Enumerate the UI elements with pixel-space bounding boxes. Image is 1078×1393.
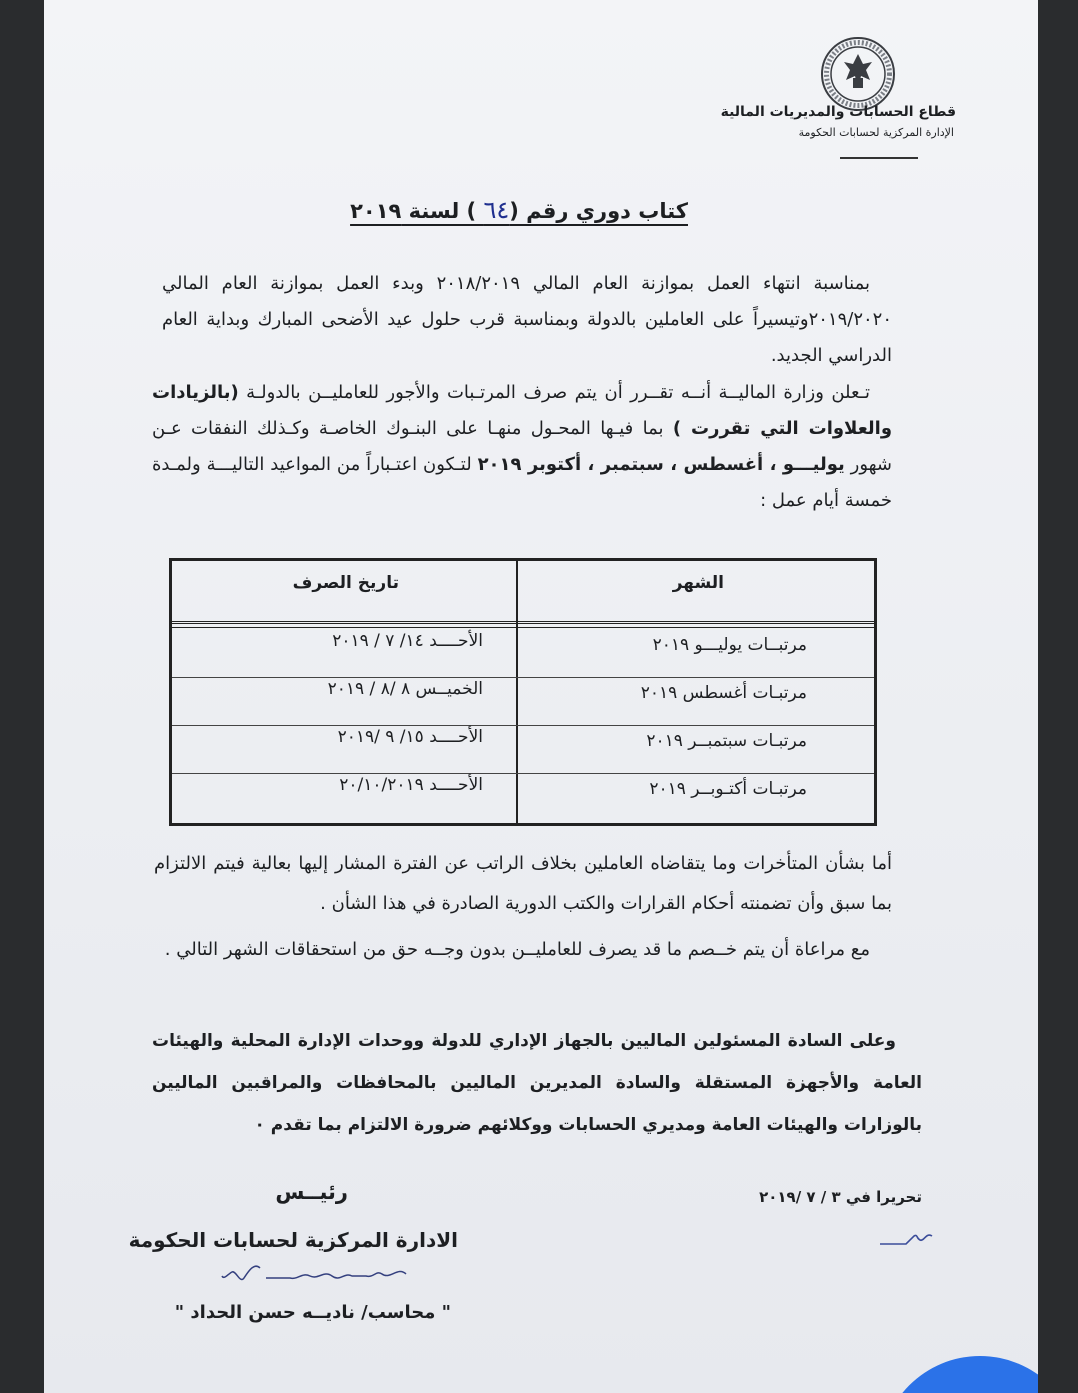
ministry-seal-icon (820, 36, 896, 112)
announcement-months: يوليـــو ، أغسطس ، سبتمبر ، أكتوبر ٢٠١٩ (477, 454, 845, 475)
table-row-divider (172, 677, 874, 678)
month-cell: مرتبـات أكتـوبــر ٢٠١٩ (649, 779, 807, 799)
date-cell: الأحــــد ١٥/ ٩ /٢٠١٩ (337, 727, 483, 747)
agency-department: الإدارة المركزية لحسابات الحكومة (798, 126, 954, 139)
table-header-divider (172, 621, 874, 628)
header-pay-date: تاريخ الصرف (292, 573, 399, 593)
title-prefix: كتاب دوري رقم ( (509, 199, 688, 223)
month-cell: مرتبـات سبتمبــر ٢٠١٩ (646, 731, 807, 751)
initials-mark-icon (876, 1228, 936, 1252)
agency-sector: قطاع الحسابات والمديريات المالية (720, 104, 956, 120)
circular-number: ٦٤ (483, 196, 510, 224)
date-cell: الأحــــد ٢٠/١٠/٢٠١٩ (339, 775, 483, 795)
title-suffix: ) لسنة ٢٠١٩ (350, 199, 484, 223)
announcement-text-c: لتـكون اعتـباراً من المواعيد التاليـــة ولمـدة خمسة أيام عمل : (152, 454, 892, 511)
date-cell: الأحــــد ١٤/ ٧ / ٢٠١٩ (332, 631, 483, 651)
signatory-department: الادارة المركزية لحسابات الحكومة (128, 1228, 458, 1252)
paragraph-announcement (152, 375, 892, 519)
paragraph-intro: بمناسبة انتهاء العمل بموازنة العام المالي ٢٠١٨/٢٠١٩ وبدء العمل بموازنة العام المالي ٢٠١٩/٢٠٢٠وتيسيراً على العاملين بالدولة وبمناسبة قرب حلول عيد الأضحى المبارك وبداية العام الدراسي الجديد. (162, 273, 892, 366)
table-row-divider (172, 725, 874, 726)
table-column-divider (516, 561, 518, 823)
document-page (44, 0, 1038, 1393)
announcement-text-b: بما فيـها المحـول منهـا على البنـوك الخاصـة وكـذلك النفقات عـن شهور (152, 418, 892, 475)
issue-date: تحريرا في ٣ / ٧ /٢٠١٩ (759, 1188, 922, 1206)
announcement-text-a: تـعلن وزارة الماليــة أنــه تقــرر أن يتم صرف المرتـبات والأجور للعامليــن بالدولـة (246, 382, 870, 403)
corner-overlay-disc (880, 1356, 1038, 1393)
salary-schedule-table (169, 558, 877, 826)
document-title (350, 196, 688, 224)
signatory-title: رئيــس (275, 1180, 348, 1204)
signatory-name: " محاسب/ ناديــه حسن الحداد " (174, 1302, 451, 1323)
date-cell: الخميــس ٨ /٨ / ٢٠١٩ (327, 679, 483, 699)
month-cell: مرتبـات أغسطس ٢٠١٩ (640, 683, 807, 703)
announcement-raises: (بالزيادات والعلاوات التي تقررت ) (152, 382, 893, 439)
header-month: الشهر (672, 573, 724, 593)
table-row-divider (172, 773, 874, 774)
paragraph-instruction: وعلى السادة المسئولين الماليين بالجهاز الإداري للدولة ووحدات الإدارة المحلية والهيئات العامة والأجهزة المستقلة والسادة المديرين الماليين بالمحافظات والمراقبين الماليين بالوزارات والهيئات العامة ومديري الحسابات ووكلائهم ضرورة الالتزام بما تقدم ٠ (152, 1031, 922, 1135)
paragraph-arrears: أما بشأن المتأخرات وما يتقاضاه العاملين بخلاف الراتب عن الفترة المشار إليها بعالية فيتم الالتزام بما سبق وأن تضمنته أحكام القرارات والكتب الدورية الصادرة في هذا الشأن . (154, 853, 892, 914)
paragraph-deduction: مع مراعاة أن يتم خــصم ما قد يصرف للعامليــن بدون وجــه حق من استحقاقات الشهر التالي . (164, 939, 870, 960)
month-cell: مرتبــات يوليـــو ٢٠١٩ (652, 635, 807, 655)
header-divider (840, 157, 918, 159)
handwritten-signature-icon (214, 1258, 414, 1292)
